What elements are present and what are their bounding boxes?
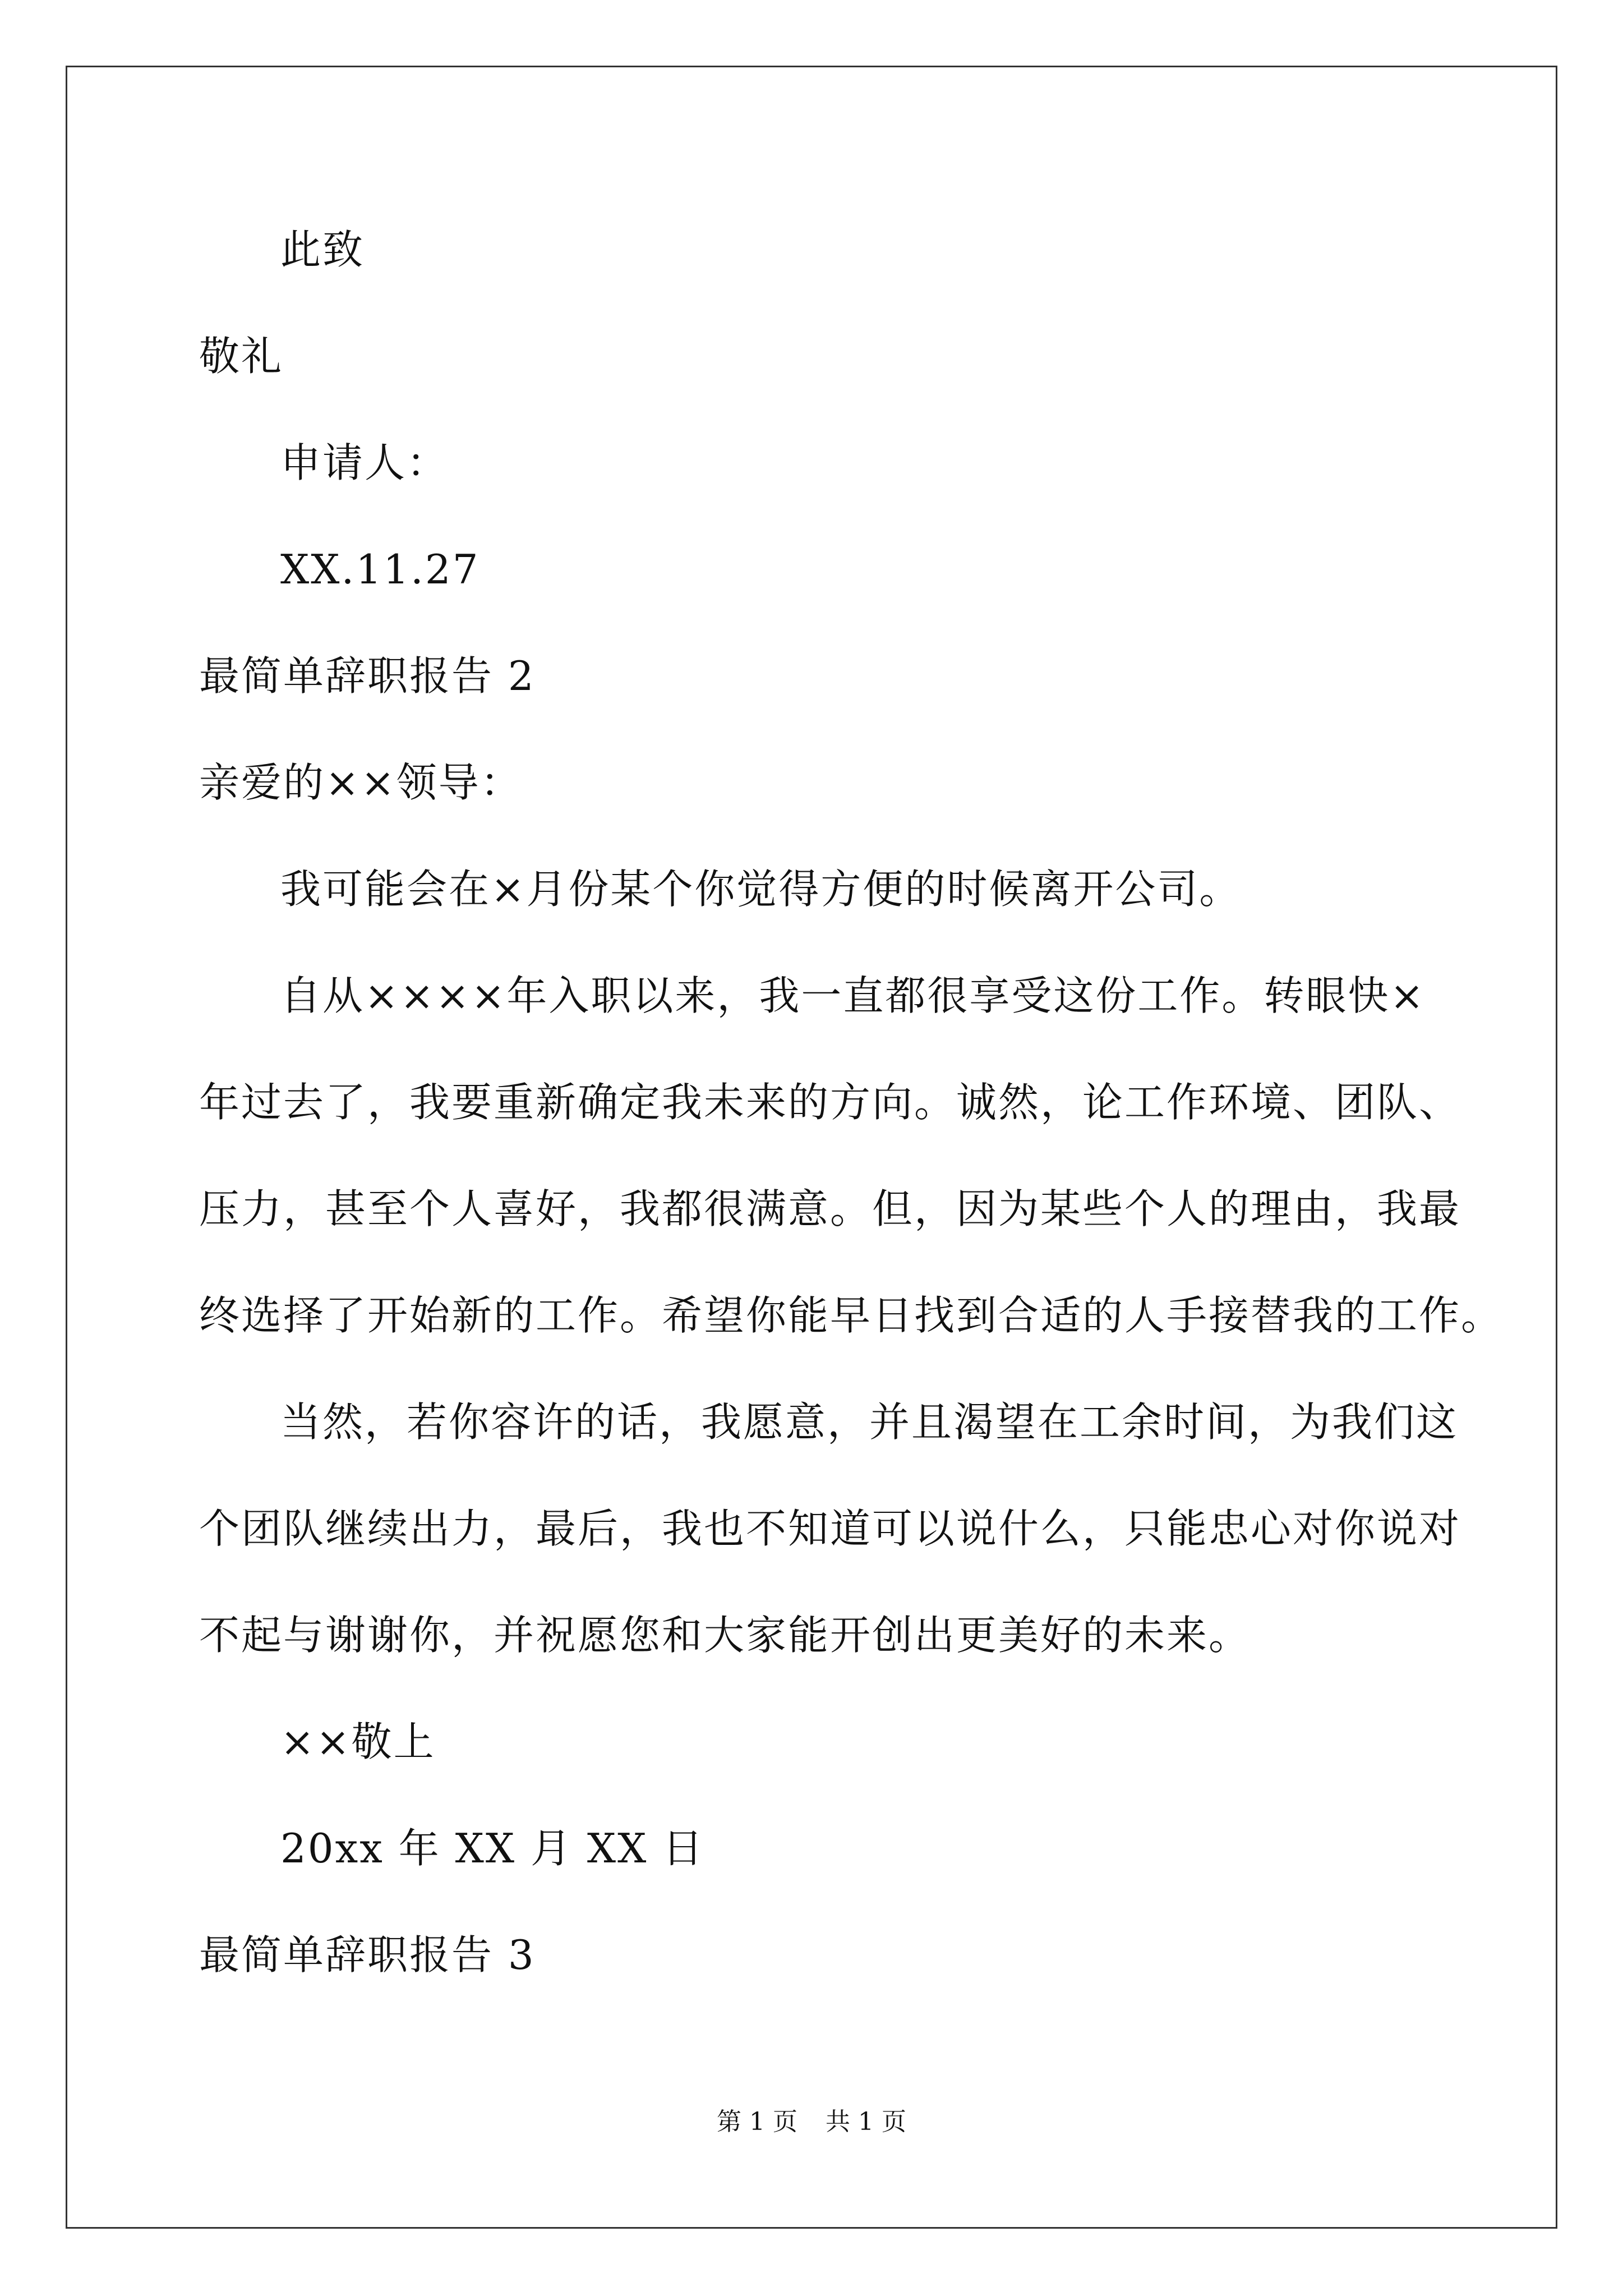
paragraph-line: 自从××××年入职以来，我一直都很享受这份工作。转眼快× [280, 972, 1426, 1019]
signature-date: XX.11.27 [280, 546, 480, 593]
paragraph-line: 我可能会在×月份某个你觉得方便的时候离开公司。 [280, 866, 1242, 913]
page-footer [0, 2106, 1623, 2138]
applicant-label: 申请人： [280, 439, 449, 486]
paragraph-line: 当然，若你容许的话，我愿意，并且渴望在工余时间，为我们这 [280, 1398, 1459, 1446]
paragraph-line: 个团队继续出力，最后，我也不知道可以说什么，只能忠心对你说对 [199, 1505, 1461, 1552]
paragraph-line: 不起与谢谢你，并祝愿您和大家能开创出更美好的未来。 [199, 1612, 1251, 1659]
letter-date: 20xx 年 XX 月 XX 日 [280, 1825, 705, 1872]
page-total: 共 1 页 [826, 2108, 906, 2136]
paragraph-line: 年过去了，我要重新确定我未来的方向。诚然，论工作环境、团队、 [199, 1079, 1461, 1126]
paragraph-line: 终选择了开始新的工作。希望你能早日找到合适的人手接替我的工作。 [199, 1292, 1504, 1339]
closing-salutation: 此致 [280, 226, 365, 273]
paragraph-line: 压力，甚至个人喜好，我都很满意。但，因为某些个人的理由，我最 [199, 1185, 1461, 1232]
page-border [66, 66, 1557, 2229]
letter-signoff: ××敬上 [280, 1718, 436, 1765]
section-title: 最简单辞职报告 3 [199, 1931, 536, 1978]
closing-respect: 敬礼 [199, 333, 284, 380]
section-title: 最简单辞职报告 2 [199, 652, 536, 700]
letter-greeting: 亲爱的××领导： [199, 759, 523, 806]
page-number: 第 1 页 [717, 2108, 797, 2136]
